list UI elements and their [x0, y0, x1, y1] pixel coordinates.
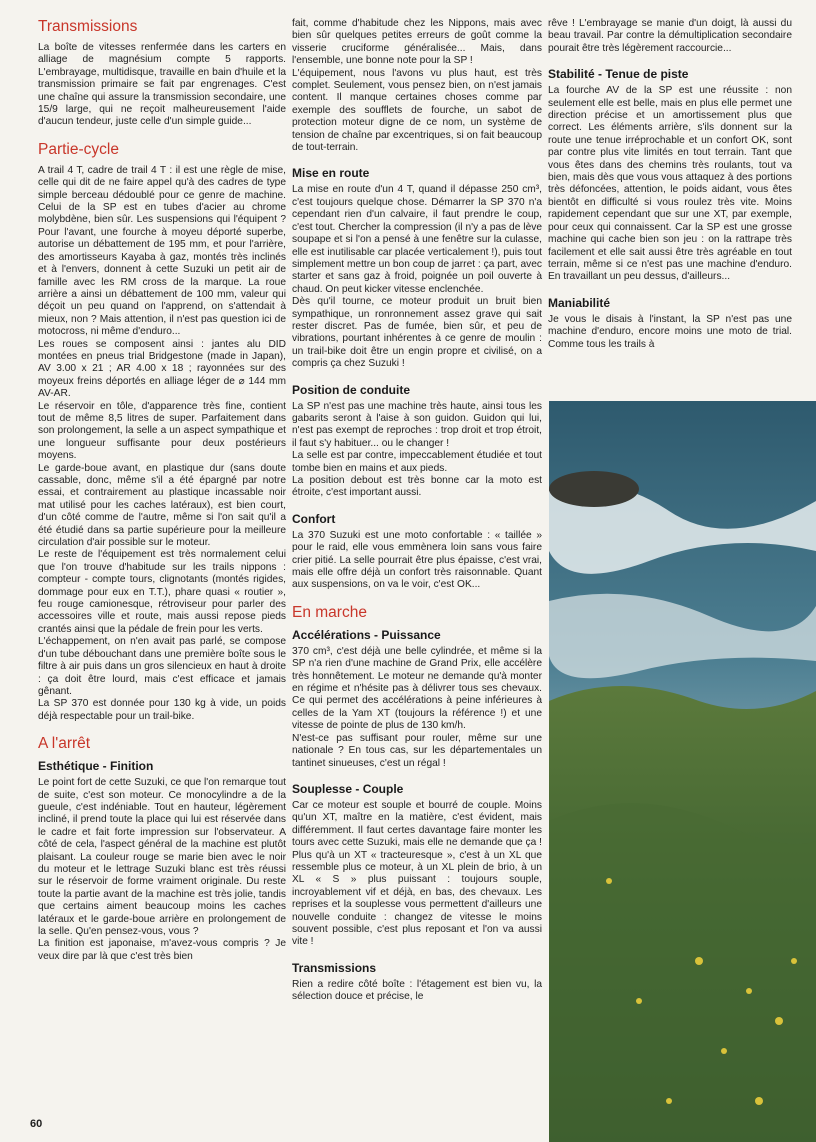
column-3: [548, 18, 792, 351]
paragraph: L'échappement, on n'en avait pas parlé, se compose d'un tube débouchant dans une première boîte sous le filtre à air puis dans un gros silencieux en haut à droite : ça doit être lourd, mais c'est efficace et jamais gênant.: [38, 636, 286, 697]
heading-en-marche: En marche: [292, 603, 367, 621]
paragraph: Je vous le disais à l'instant, la SP n'est pas une machine d'enduro, encore moins une moto de trial. Comme tous les trails à: [548, 313, 792, 350]
paragraph: fait, comme d'habitude chez les Nippons, mais avec bien sûr quelques petites erreurs de goût comme la visserie cruciforme généralisée... Mais, dans l'ensemble, une bonne note pour la SP !: [292, 18, 542, 67]
paragraph: La SP n'est pas une machine très haute, ainsi tous les gabarits seront à l'aise à son guidon. Guidon qui lui, n'est pas exempt de reproches : trop droit et trop étroit, il faut s'y habituer... ou le changer !: [292, 400, 542, 449]
column-2: [292, 18, 542, 1004]
heading-position: Position de conduite: [292, 382, 411, 397]
paragraph: A trail 4 T, cadre de trail 4 T : il est une règle de mise, celle qui dit de ne faire appel qu'à des cadres de type simple berceau dédoublé pour ce genre de machine. Celui de la SP est en tubes d'acier au chrome molybdène, bien sûr. Les suspensions qui l'équipent ? Pour l'avant, une fourche à moyeu déporté superbe, autorise un débattement de 195 mm, et pour l'arrière, des amortisseurs Kayaba à gaz, montés très inclinés et à l'envers, donnent à cette Suzuki un petit air de famille avec les RM cross de la marque. La roue arrière a ainsi un débattement de 100 mm, valeur qui déçoit un peu quand on l'apprend, on s'attendait à mieux, non ? Mais attention, il n'est pas question ici de motocross, ni même d'enduro...: [38, 164, 286, 338]
heading-mise-en-route: Mise en route: [292, 166, 370, 181]
paragraph: La position debout est très bonne car la moto est étroite, c'est important aussi.: [292, 475, 542, 499]
paragraph: La finition est japonaise, m'avez-vous compris ? Je veux dire par là que c'est très bien: [38, 938, 286, 962]
paragraph: Le garde-boue avant, en plastique dur (sans doute cassable, donc, même s'il a été épargné par notre essai, et contrairement au plastique incassable noir mat utilisé pour les caches latéraux), est bien court, d'un côté comme de l'autre, même si l'on sait qu'il a été étudié dans sa partie supérieure pour la meilleure circulation d'air possible sur le moteur.: [38, 462, 286, 549]
heading-confort: Confort: [292, 511, 336, 526]
heading-transmissions-2: Transmissions: [292, 960, 377, 975]
paragraph: La boîte de vitesses renfermée dans les carters en alliage de magnésium compte 5 rapports. L'embrayage, multidisque, travaille en bain d'huile et la transmission primaire se fait par engrenages. C'est une chaîne qui assure la transmission secondaire, une 15/9 large, qui ne reçoit malheureusement l'aide d'aucun tendeur, juste celle d'un simple guide...: [38, 42, 286, 128]
paragraph: La fourche AV de la SP est une réussite : non seulement elle est belle, mais en plus elle permet une direction précise et un amortissement plus que correct. Les éléments arrière, s'ils donnent sur la route une tenue irréprochable et un confort OK, sont par contre plus vite limités en tout terrain. Tant que vous êtes dans des chemins très roulants, tout va bien, mais dès que vous vous attaquez à des portions très défoncées, attention, le poids aidant, vous êtes bientôt en difficulté si vous roulez très vite. Moins rapidement cependant que sur une XT, par exemple, pour ceux qui connaissent. Car la SP est une grosse machine qui cache bien son jeu : on la rattrape très facilement et elle sait aussi être très agréable en tout terrain, même si ce n'est pas une machine d'enduro. En travaillant un peu dessus, d'ailleurs...: [548, 85, 792, 283]
heading-stabilite: Stabilité - Tenue de piste: [548, 67, 689, 82]
page-number: 60: [30, 1118, 43, 1130]
paragraph: N'est-ce pas suffisant pour rouler, même sur une nationale ? En tous cas, sur les départementales un tantinet sinueuses, c'est un régal !: [292, 732, 542, 769]
paragraph: Dès qu'il tourne, ce moteur produit un bruit bien sympathique, un ronronnement assez grave qui sait rester discret. Pas de fumée, bien sûr, et peu de vibrations, pourtant inhérentes à ce genre de moulin : un trail-bike doit être un engin propre et civilisé, on a compris ça chez Suzuki !: [292, 296, 542, 370]
paragraph: 370 cm³, c'est déjà une belle cylindrée, et même si la SP n'a rien d'une machine de Grand Prix, elle accélère très honnêtement. Le moteur ne demande qu'à monter en régime et n'hésite pas à délivrer tous ses chevaux. Ce qui permet des accélérations à peine inférieures à celles de la Yam XT (toujours la référence !) et une vitesse de pointe de plus de 130 km/h.: [292, 645, 542, 732]
paragraph: Car ce moteur est souple et bourré de couple. Moins qu'un XT, maître en la matière, c'est évident, mais différemment. Il faut certes davantage faire monter les tours avec cette Suzuki, mais elle ne demande que ça ! Plus qu'à un XT « tracteuresque », c'est à un XL que ressemble plus ce moteur, à un XL plein de brio, à un XL « S » plus puissant : toujours souple, incroyablement vif et déjà, en bas, des chevaux. Les reprises et la souplesse vous permettent d'ailleurs une nouvelle conduite : changez de vitesse le moins souvent possible, c'est plus reposant et l'on va aussi vite !: [292, 799, 542, 948]
heading-souplesse: Souplesse - Couple: [292, 781, 404, 796]
heading-transmissions: Transmissions: [38, 18, 138, 35]
heading-esthetique: Esthétique - Finition: [38, 759, 154, 774]
heading-accelerations: Accélérations - Puissance: [292, 627, 441, 642]
paragraph: Le réservoir en tôle, d'apparence très fine, contient tout de même 8,5 litres de super. Parfaitement dans son prolongement, la selle a un aspect sympathique et une longueur suffisante pour deux postérieurs moyens.: [38, 400, 286, 462]
heading-a-l-arret: A l'arrêt: [38, 735, 91, 753]
heading-partie-cycle: Partie-cycle: [38, 140, 119, 158]
paragraph: La mise en route d'un 4 T, quand il dépasse 250 cm³, c'est toujours quelque chose. Démarrer la SP 370 n'a cependant rien d'un calvaire, il faut prendre le coup, c'est tout. Chercher la compression (il n'y a pas de lève soupape et si l'on a pensé à une fenêtre sur la culasse, elle est inutilisable car placée verticalement !), puis tout simplement mettre un bon coup de jarret : ça part, avec starter et sans gaz à froid, poignée un poil ouverte à chaud. On peut kicker vitesse enclenchée.: [292, 184, 542, 295]
landscape-photo: [549, 401, 816, 1142]
paragraph: La selle est par contre, impeccablement étudiée et tout tombe bien en mains et aux pieds.: [292, 450, 542, 474]
paragraph: rêve ! L'embrayage se manie d'un doigt, là aussi du beau travail. Par contre la démultiplication secondaire pourait être très légèrement raccourcie...: [548, 18, 792, 54]
paragraph: Les roues se composent ainsi : jantes alu DID montées en pneus trial Bridgestone (made in Japan), AV 3.00 x 21 ; AR 4.00 x 18 ; rayonnées sur des moyeux freins déportés en alliage léger de ⌀ 144 mm AV-AR.: [38, 338, 286, 400]
paragraph: L'équipement, nous l'avons vu plus haut, est très complet. Seulement, vous pensez bien, on n'est jamais content. Il manque certaines choses comme par exemple des soufflets de fourche, un sabot de protection moteur digne de ce nom, un système de tension de chaîne par excentriques, si on fait beaucoup de tout-terrain.: [292, 67, 542, 154]
paragraph: Le point fort de cette Suzuki, ce que l'on remarque tout de suite, c'est son moteur. Ce monocylindre a de la gueule, c'est indéniable. Tout en hauteur, légèrement incliné, il prend toute la place qui lui est réservée dans le cadre et fait forte impression sur l'observateur. A côté de cela, l'aspect général de la machine est plutôt plaisant. La couleur rouge se marie bien avec le noir du moteur et le lettrage Suzuki blanc est très réussi sur le réservoir de forme vraiment originale. Du reste toute la partie avant de la machine est très jolie, tandis que certains aiment beaucoup moins les caches latéraux et le garde-boue arrière en prolongement de la selle. Qu'en pensez-vous, vous ?: [38, 777, 286, 937]
column-1: [38, 18, 286, 963]
paragraph: La SP 370 est donnée pour 130 kg à vide, un poids déjà respectable pour un trail-bike.: [38, 698, 286, 722]
heading-maniabilite: Maniabilité: [548, 295, 611, 310]
paragraph: La 370 Suzuki est une moto confortable : « taillée » pour le raid, elle vous emmènera loin sans vous faire crier pitié. La selle pourrait être plus épaisse, c'est vrai, mais elle offre déjà un confort très raisonnable. Quant aux suspensions, on va le voir, c'est OK...: [292, 529, 542, 591]
paragraph: Rien a redire côté boîte : l'étagement est bien vu, la sélection douce et précise, le: [292, 978, 542, 1003]
paragraph: Le reste de l'équipement est très normalement celui que l'on trouve d'habitude sur les trails nippons : compteur - compte tours, clignotants (montés rigides, dommage pour eux en T.T.), phare quasi « routier », feu rouge camionesque, rétroviseur pour parler des accessoires ville et route, mais aussi repose pieds crantés ainsi que la pédale de frein pour les verts.: [38, 549, 286, 635]
